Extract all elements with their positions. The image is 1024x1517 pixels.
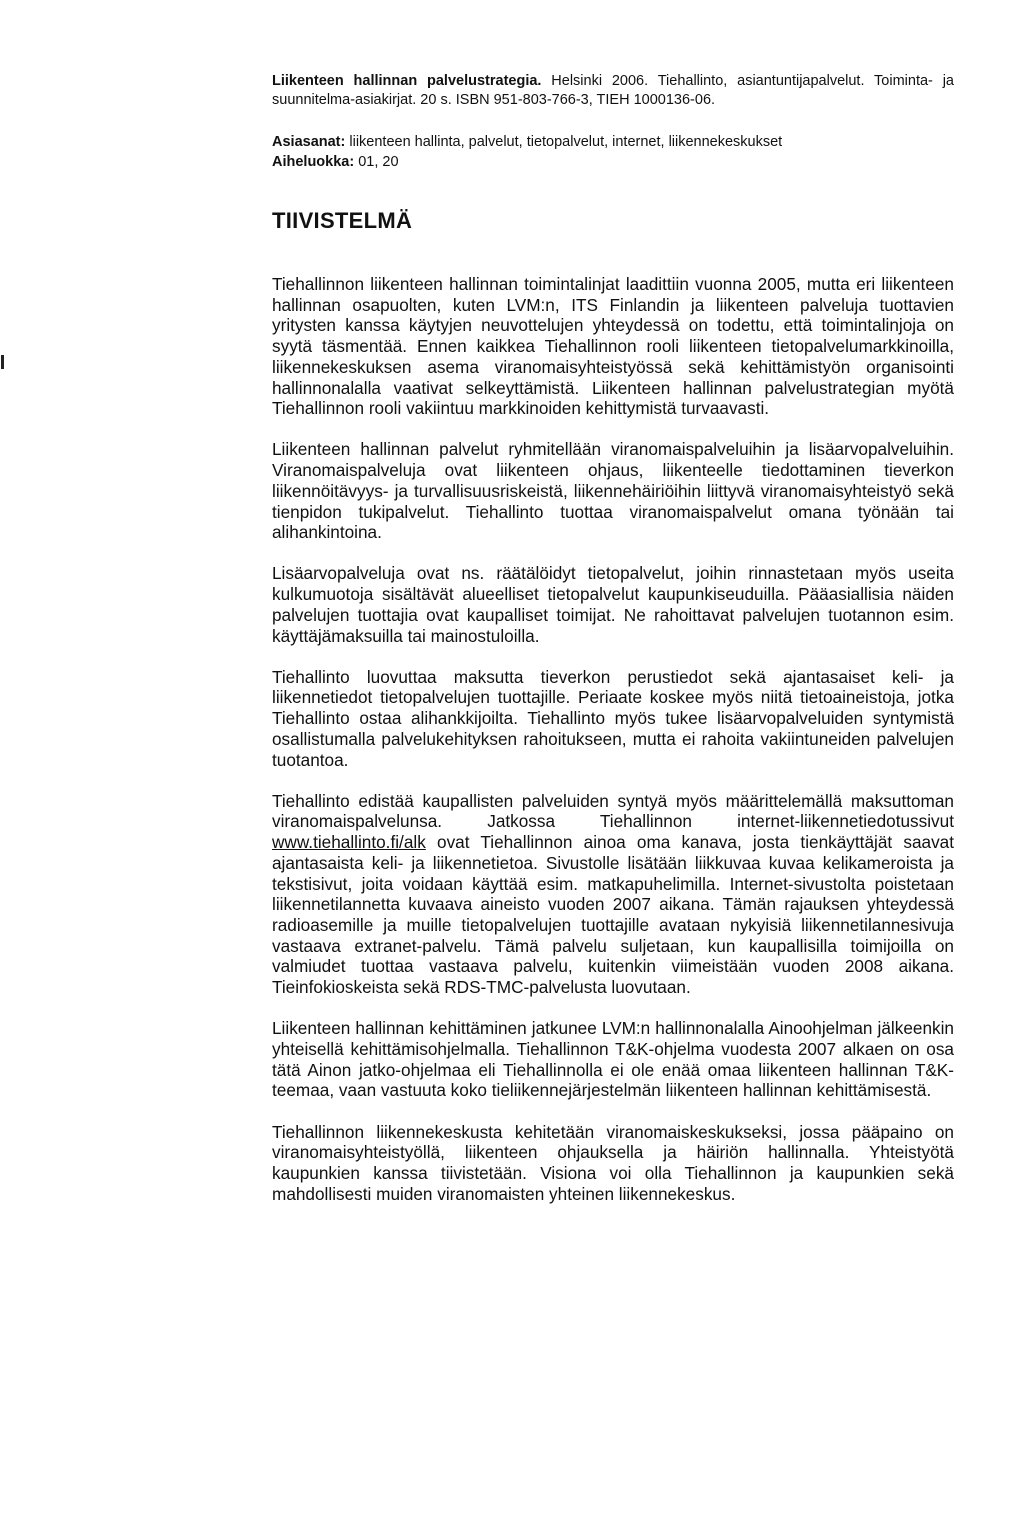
keywords-value: liikenteen hallinta, palvelut, tietopalvelut, internet, liikennekeskukset — [345, 134, 783, 150]
keywords-label: Asiasanat: — [272, 134, 346, 150]
subject-class-label: Aiheluokka: — [272, 154, 355, 170]
bibliographic-citation — [272, 72, 954, 110]
paragraph-6: Liikenteen hallinnan kehittäminen jatkunee LVM:n hallinnonalalla Ainoohjelman jälkeenkin yhteisellä kehittämisohjelmalla. Tiehallinnon T&K-ohjelma vuodesta 2007 alkaen on osa tätä Ainon jatko-ohjelmaa eli Tiehallinnolla ei ole enää omaa liikenteen hallinnan T&K-teemaa, vaan vastuuta koko tieliikennejärjestelmän liikenteen hallinnan kehittämisestä. — [272, 1018, 954, 1101]
paragraph-7: Tiehallinnon liikennekeskusta kehitetään viranomaiskeskukseksi, jossa pääpaino on viranomaisyhteistyöllä, liikenteen ohjauksella ja häiriön hallinnalla. Yhteistyötä kaupunkien kanssa tiivistetään. Visiona voi olla Tiehallinnon ja kaupunkien sekä mahdollisesti muiden viranomaisten yhteinen liikennekeskus. — [272, 1121, 954, 1204]
scan-mark — [1, 355, 4, 369]
paragraph-3: Lisäarvopalveluja ovat ns. räätälöidyt tietopalvelut, joihin rinnastetaan myös useita kulkumuotoja sisältävät alueelliset tietopalvelut kaupunkiseuduilla. Pääasiallisia näiden palvelujen tuottajia ovat kaupalliset toimijat. Ne rahoittavat palvelujen tuotannon esim. käyttäjämaksuilla tai mainostuloilla. — [272, 563, 954, 646]
abstract-body — [272, 274, 954, 1204]
paragraph-5-start: Tiehallinto edistää kaupallisten palveluiden syntyä myös määrittelemällä maksuttoman viranomaispalvelunsa. Jatkossa Tiehallinnon internet-liikennetiedotussivut — [272, 790, 954, 832]
abstract-page — [272, 72, 954, 1225]
paragraph-4: Tiehallinto luovuttaa maksutta tieverkon perustiedot sekä ajantasaiset keli- ja liikennetiedot tietopalvelujen tuottajille. Periaate koskee myös niitä tietoaineistoja, jotka Tiehallinto ostaa alihankkijoilta. Tiehallinto myös tukee lisäarvopalveluiden syntymistä osallistumalla palvelukehityksen rahoitukseen, mutta ei rahoita vakiintuneiden palvelujen tuotantoa. — [272, 666, 954, 770]
publication-details: Helsinki 2006. Tiehallinto, asiantuntijapalvelut. Toiminta- ja suunnitelma-asiakirjat. 20 s. ISBN 951-803-766-3, TIEH 1000136-06. — [272, 73, 954, 108]
subject-class-value: 01, 20 — [354, 154, 399, 170]
publication-title: Liikenteen hallinnan palvelustrategia. — [272, 73, 542, 89]
paragraph-5 — [272, 791, 954, 998]
paragraph-1: Tiehallinnon liikenteen hallinnan toimintalinjat laadittiin vuonna 2005, mutta eri liikenteen hallinnan osapuolten, kuten LVM:n, ITS Finlandin ja liikenteen palveluja tuottavien yritysten kanssa käytyjen neuvottelujen yhteydessä on todettu, että toimintalinjoja on syytä täsmentää. Ennen kaikkea Tiehallinnon rooli liikenteen tietopalvelumarkkinoilla, liikennekeskuksen asema viranomaisyhteistyössä sekä kehittämistyön organisointi hallinnonalalla vaativat selkeyttämistä. Liikenteen hallinnan palvelustrategian myötä Tiehallinnon rooli vakiintuu markkinoiden kehittymistä turvaavasti. — [272, 274, 954, 419]
keywords-line — [272, 132, 954, 152]
abstract-heading: TIIVISTELMÄ — [272, 208, 413, 233]
traffic-info-link[interactable]: www.tiehallinto.fi/alk — [272, 832, 426, 853]
subject-class-line — [272, 152, 954, 172]
paragraph-5-end: ovat Tiehallinnon ainoa oma kanava, josta tienkäyttäjät saavat ajantasaista keli- ja liikennetietoa. Sivustolle lisätään liikkuvaa kuvaa kelikameroista ja tekstisivut, joita voidaan käyttää esim. matkapuhelimilla. Internet-sivustolta poistetaan liikennetilannetta kuvaava aineisto vuoden 2007 aikana. Tämän rajauksen yhteydessä radioasemille ja muille tietopalvelujen tuottajille avataan nykyisiä liikennetilannesivuja vastaava extranet-palvelu. Tämä palvelu suljetaan, kun kaupallisilla toimijoilla on valmiudet tuottaa vastaava palvelu, kuitenkin viimeistään vuoden 2008 aikana. Tieinfokioskeista sekä RDS-TMC-palvelusta luovutaan. — [272, 832, 954, 998]
metadata-block — [272, 132, 954, 172]
paragraph-2: Liikenteen hallinnan palvelut ryhmitellään viranomaispalveluihin ja lisäarvopalveluihin. Viranomaispalveluja ovat liikenteen ohjaus, liikenteelle tiedottaminen tieverkon liikennöitävyys- ja turvallisuusriskeistä, liikennehäiriöihin liittyvä viranomaisyhteistyö sekä tienpidon tukipalvelut. Tiehallinto tuottaa viranomaispalvelut omana työnään tai alihankintoina. — [272, 439, 954, 543]
